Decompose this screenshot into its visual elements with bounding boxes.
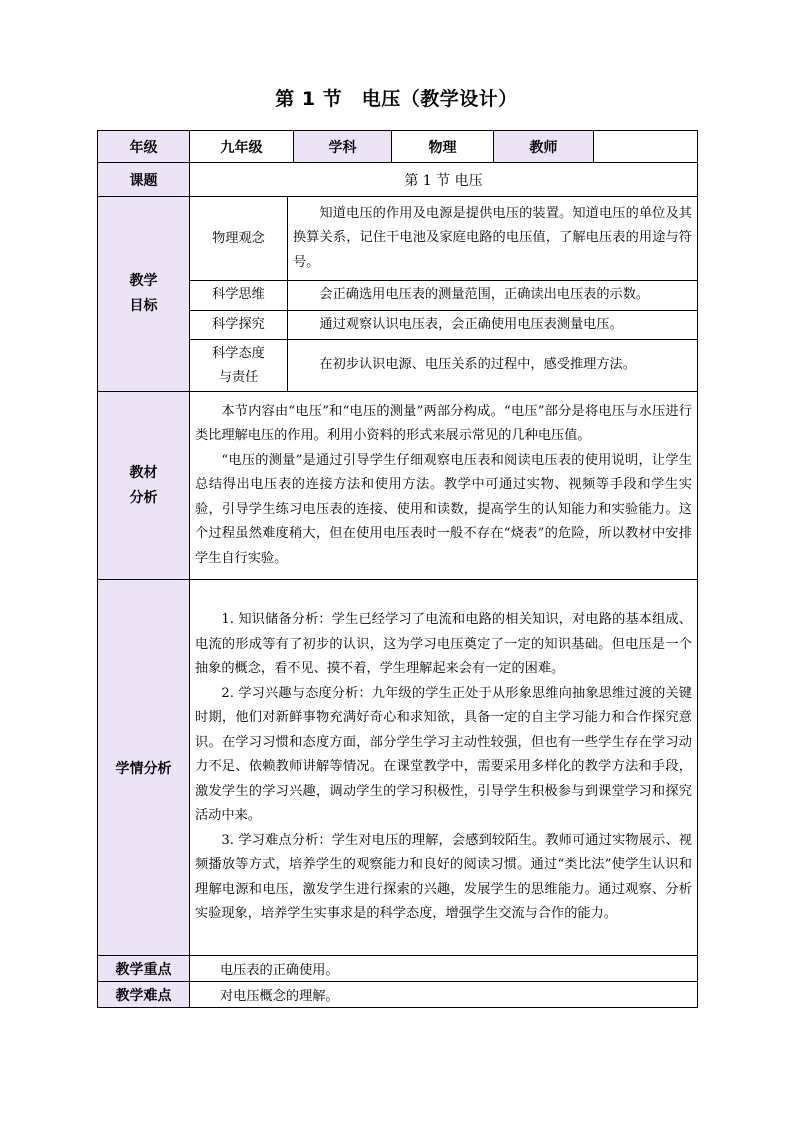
students-paragraph: 1. 知识储备分析：学生已经学习了电流和电路的相关知识，对电路的基本组成、电流的形成等有了初步的认识，这为学习电压奠定了一定的知识基础。但电压是一个抽象的概念，看不见、摸不着，学生理解起来会有一定的困难。 xyxy=(195,612,692,677)
topic-label: 课题 xyxy=(98,163,190,197)
goal-text xyxy=(288,197,698,281)
key-point-text: 电压表的正确使用。 xyxy=(190,956,698,982)
difficulty-text: 对电压概念的理解。 xyxy=(190,982,698,1008)
topic-value: 第 1 节 电压 xyxy=(190,163,698,197)
subject-value: 物理 xyxy=(392,131,494,163)
goal-label: 物理观念 xyxy=(190,197,288,281)
material-label-line1: 教材 xyxy=(129,464,158,481)
teacher-label: 教师 xyxy=(494,131,594,163)
topic-row xyxy=(98,163,698,197)
page-title: 第 1 节 电压（教学设计） xyxy=(275,88,518,110)
students-text xyxy=(190,580,698,956)
students-paragraph: 2. 学习兴趣与态度分析：九年级的学生正处于从形象思维向抽象思维过渡的关键时期，他们对新鲜事物充满好奇心和求知欲，具备一定的自主学习能力和合作探究意识。在学习习惯和态度方面，部分学生学习主动性较强，但也有一些学生存在学习动力不足、依赖教师讲解等情况。在课堂教学中，需要采用多样化的教学方法和手段， 激发学生的学习兴趣，调动学生的学习积极性，引导学生积极参与到课堂学习和探究活动中来。 xyxy=(195,685,692,824)
grade-value: 九年级 xyxy=(190,131,294,163)
goal-label-line1: 科学态度 xyxy=(212,345,265,361)
goal-label-line2: 与责任 xyxy=(218,369,259,385)
goals-label-line1: 教学 xyxy=(129,273,158,289)
difficulty-row xyxy=(98,982,698,1008)
info-row xyxy=(98,131,698,163)
students-row xyxy=(98,580,698,956)
students-label: 学情分析 xyxy=(98,580,190,956)
goal-text xyxy=(288,281,698,311)
key-point-row xyxy=(98,956,698,982)
goal-label: 科学探究 xyxy=(190,310,288,340)
subject-label: 学科 xyxy=(294,131,392,163)
key-point-label: 教学重点 xyxy=(98,956,190,982)
material-paragraph: “电压的测量”是通过引导学生仔细观察电压表和阅读电压表的使用说明，让学生总结得出电压表的连接方法和使用方法。教学中可通过实物、视频等手段和学生实验，引导学生练习电压表的连接、使用和读数，提高学生的认知能力和实验能力。这个过程虽然难度稍大，但在使用电压表时一般不存在“烧表”的危险，所以教材中安排学生自行实验。 xyxy=(195,452,692,566)
goal-text-physics: 知道电压的作用及电源是提供电压的装置。知道电压的单位及其换算关系，记住干电池及家庭电路的电压值，了解电压表的用途与符号。 xyxy=(293,205,692,270)
goals-label-line2: 目标 xyxy=(129,298,158,314)
difficulty-label: 教学难点 xyxy=(98,982,190,1008)
grade-label: 年级 xyxy=(98,131,190,163)
goal-text xyxy=(288,310,698,340)
goal-row xyxy=(98,197,698,281)
goal-text-inquiry: 通过观察认识电压表，会正确使用电压表测量电压。 xyxy=(319,316,623,332)
material-text xyxy=(190,392,698,580)
goal-text-attitude: 在初步认识电源、电压关系的过程中，感受推理方法。 xyxy=(319,357,636,373)
teacher-value xyxy=(594,131,698,163)
material-label xyxy=(98,392,190,580)
goals-label xyxy=(98,197,190,392)
material-label-line2: 分析 xyxy=(129,489,158,506)
students-paragraph: 3. 学习难点分析：学生对电压的理解，会感到较陌生。教师可通过实物展示、视频播放等方式，培养学生的观察能力和良好的阅读习惯。通过“类比法”使学生认识和理解电源和电压，激发学生进行探索的兴趣，发展学生的思维能力。通过观察、分析实验现象，培养学生实事求是的科学态度，增强学生交流与合作的能力。 xyxy=(195,832,692,922)
lesson-plan-table xyxy=(97,130,698,1008)
goal-text-thinking: 会正确选用电压表的测量范围，正确读出电压表的示数。 xyxy=(319,287,650,302)
goal-text xyxy=(288,340,698,392)
goal-label: 科学思维 xyxy=(190,281,288,311)
material-paragraph: 本节内容由“电压”和“电压的测量”两部分构成。“电压”部分是将电压与水压进行类比理解电压的作用。利用小资料的形式来展示常见的几种电压值。 xyxy=(195,403,692,444)
goal-label xyxy=(190,340,288,392)
material-row xyxy=(98,392,698,580)
